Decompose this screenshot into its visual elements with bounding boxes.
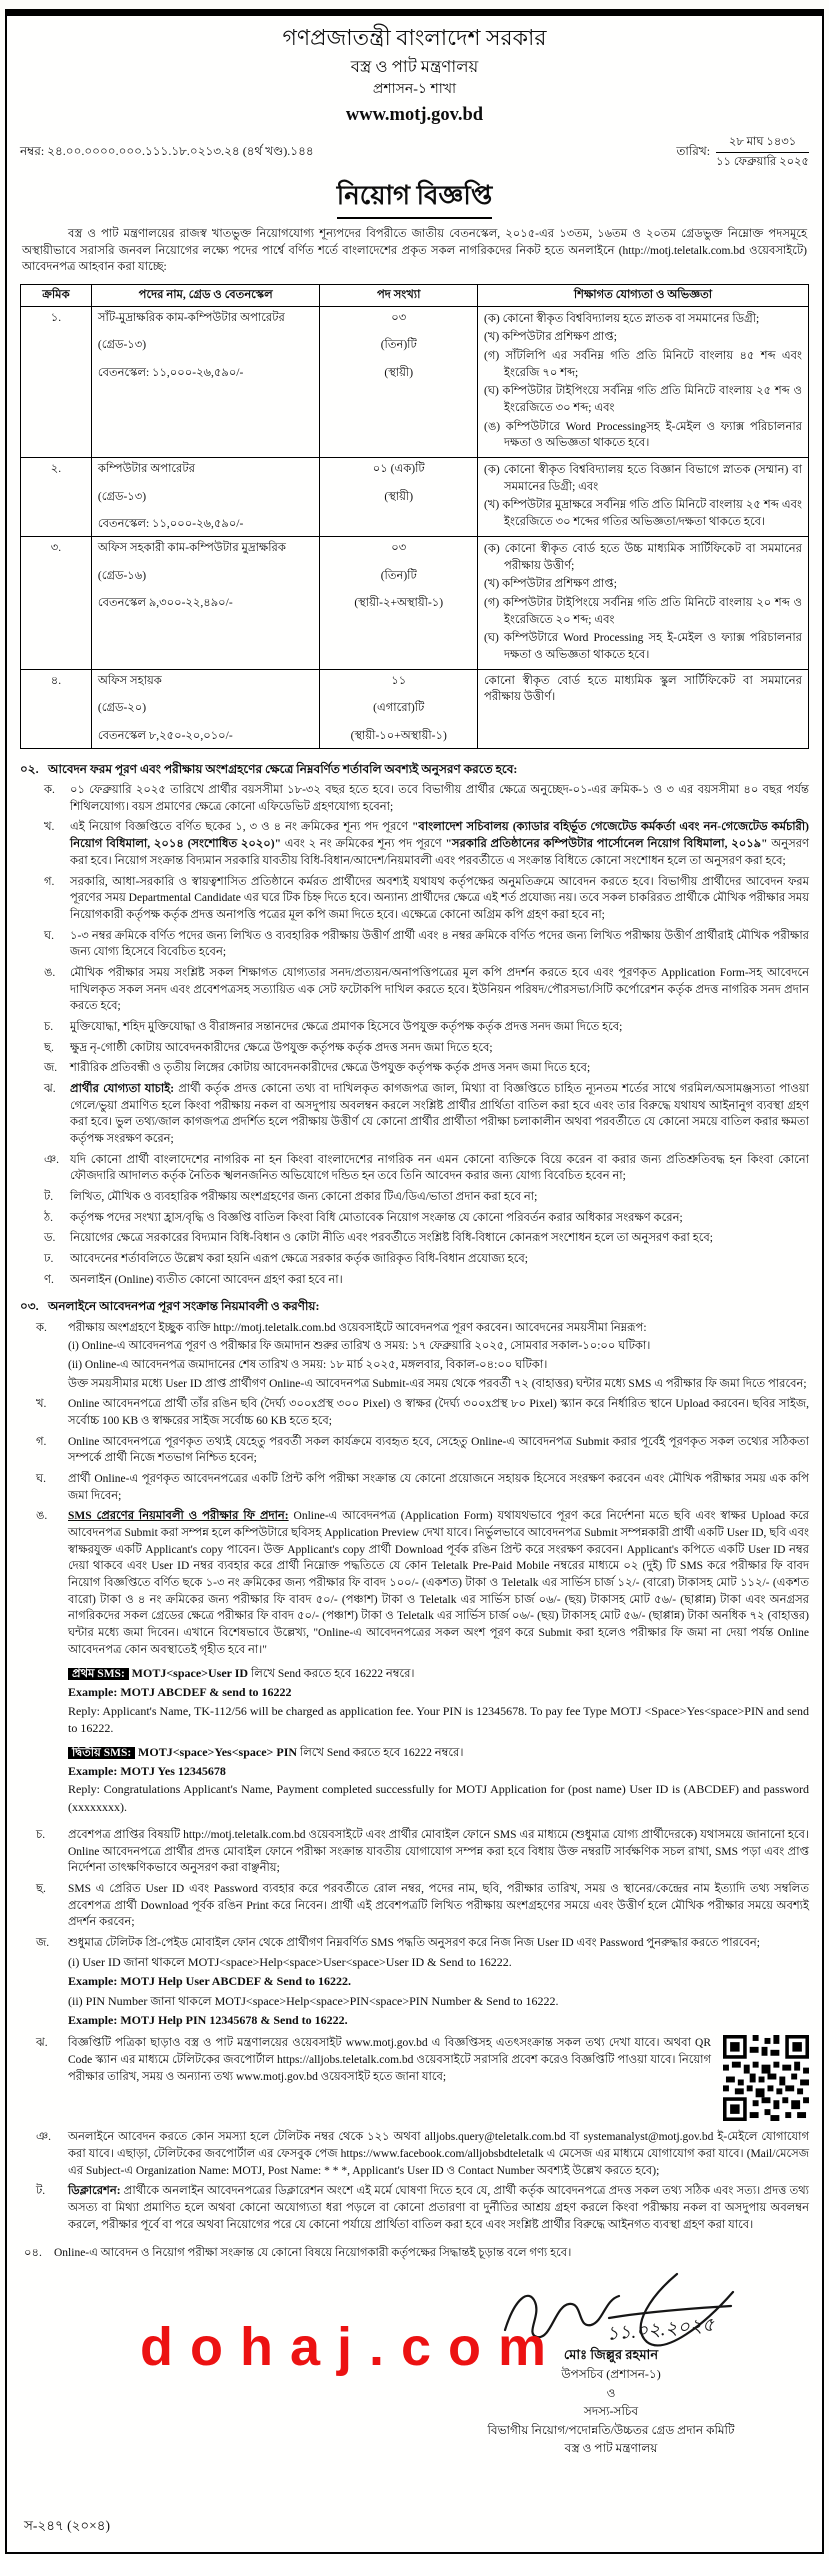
table-row	[21, 669, 809, 748]
item-lead-bold: প্রার্থীর যোগ্যতা যাচাই:	[70, 1082, 175, 1095]
item-text	[68, 2183, 809, 2233]
signatory-conjunction: ও	[606, 2385, 616, 2400]
vacancy-words: (তিন)টি	[380, 569, 417, 582]
sub-line: (ii) PIN Number জানা থাকলে MOTJ<space>Help<space>PIN<space>PIN Number & Send to 16222.	[68, 1993, 559, 2008]
signatory-ministry: বস্ত্র ও পাট মন্ত্রণালয়	[564, 2441, 658, 2456]
vacancy-count: ০৩	[391, 542, 407, 555]
item-label: ঞ.	[36, 2131, 52, 2144]
section2-item	[20, 1081, 809, 1148]
item-text: সরকারি, আধা-সরকারি ও স্বায়ত্বশাসিত প্রতিষ্ঠানে কর্মরত প্রার্থীদের অবশ্যই যথাযথ কর্তৃপক্ষের অনুমতিক্রমে আবেদন করতে হবে। বিভাগীয় প্রার্থীদের আবেদন ফরম পূরণের সময় Departmental Candidate এর ঘরে টিক চিহ্ন দিতে হবে। অন্যান্য প্রার্থীদের ক্ষেত্রে এই শর্ত প্রযোজ্য নয়। তবে সকল চাকরিরত প্রার্থীকে মৌখিক পরীক্ষার সময় নিয়োগকারী কর্তৃপক্ষ কর্তৃক প্রদত্ত অনাপত্তি পত্রের মূল কপি জমা দিতে হবে। এক্ষেত্রে কোনো অগ্রিম কপি গ্রহণ করা হবে না;	[70, 875, 809, 921]
item-label: গ.	[44, 875, 55, 888]
item-text: অনলাইন (Online) ব্যতীত কোনো আবেদন গ্রহণ করা হবে না।	[70, 1273, 343, 1286]
sub-line: (ii) Online-এ আবেদনপত্র জমাদানের শেষ তারিখ ও সময়: ১৮ মার্চ ২০২৫, মঙ্গলবার, বিকাল-০৪:০০ ঘটিকা।	[68, 1359, 548, 1372]
col-serial: ক্রমিক	[21, 284, 92, 306]
signature-date: ১১.০২.২০২৫	[605, 2314, 716, 2346]
item-label: ট.	[44, 1190, 54, 1203]
item-tail: উক্ত সময়সীমার মধ্যে User ID প্রাপ্ত প্রার্থীগণ Online-এ আবেদনপত্র Submit-এর সময় থেকে পরবর্তী ৭২ (বাহাত্তর) ঘন্টার মধ্যে SMS এ পরীক্ষার ফি জমা দিতে পারবেন;	[68, 1377, 807, 1390]
section3-item	[20, 1881, 809, 1931]
item-text: লিখিত, মৌখিক ও ব্যবহারিক পরীক্ষায় অংশগ্রহণের জন্য কোনো প্রকার টিএ/ডিএ/ভাতা প্রদান করা হবে না;	[70, 1190, 538, 1203]
post-name: অফিস সহকারী কাম-কম্পিউটার মুদ্রাক্ষরিক	[97, 542, 286, 555]
section-heading-text: আবেদন ফরম পূরণ এবং পরীক্ষায় অংশগ্রহণের ক্ষেত্রে নিম্নবর্ণিত শর্তাবলি অবশ্যই অনুসরণ করতে হবে:	[48, 761, 518, 776]
sms-reply: Reply: Congratulations Applicant's Name, Payment completed successfully for MOTJ Application for (post name) User ID is (ABCDEF) and password (xxxxxxxx).	[68, 1782, 809, 1814]
vacancy-count: ১১	[391, 674, 407, 687]
cell-serial: ২.	[21, 458, 92, 537]
item-label: ক.	[36, 1321, 47, 1334]
post-scale: বেতনস্কেল ৮,২৫০-২০,০১০/-	[97, 730, 233, 743]
item-text: ১-৩ নম্বর ক্রমিকে বর্ণিত পদের জন্য লিখিত ও ব্যবহারিক পরীক্ষায় উত্তীর্ণ প্রার্থী এবং ৪ নম্বর ক্রমিকে বর্ণিত পদের জন্য লিখিত পরীক্ষায় উত্তীর্ণ প্রার্থীরাই মৌখিক পরীক্ষার জন্য যোগ্য হিসেবে বিবেচিত হবেন;	[70, 929, 809, 959]
item-text: শারীরিক প্রতিবন্ধী ও তৃতীয় লিঙ্গের কোটায় আবেদনকারীদের ক্ষেত্রে উপযুক্ত কর্তৃপক্ষ কর্তৃক প্রদত্ত সনদ জমা দিতে হবে;	[70, 1062, 591, 1075]
item-text: অনলাইনে আবেদন করতে কোন সমস্যা হলে টেলিটক নম্বর থেকে ১২১ অথবা alljobs.query@teletalk.com.bd বা systemanalyst@motj.gov.bd ই-মেইলে যোগাযোগ করা যাবে। এছাড়া, টেলিটকের জবপোর্টাল এর ফেসবুক পেজ https://www.facebook.com/alljobsbdteletalk এ মেসেজ এর মাধ্যমে যোগাযোগ করা যাবে। (Mail/মেসেজ এর Subject-এ Organization Name: MOTJ, Post Name: * * *, Applicant's User ID ও Contact Number অবশ্যই উল্লেখ করতে হবে);	[68, 2131, 809, 2177]
rule-name-bold: "বাংলাদেশ সচিবালয় (ক্যাডার বহির্ভূত গেজেটেড কর্মকর্তা এবং নন-গেজেটেড কর্মচারী) নিয়োগ বিধিমালা, ২০১৪ (সংশোধিত ২০২০)"	[70, 821, 809, 851]
section2-item	[20, 819, 809, 869]
item-text-part: এই নিয়োগ বিজ্ঞপ্তিতে বর্ণিত ছকের ১, ৩ ও ৪ নং ক্রমিকের শূন্য পদ পূরণে	[70, 821, 413, 834]
cell-vacancy	[320, 669, 478, 748]
table-row	[21, 306, 809, 457]
item-label: ছ.	[44, 1041, 54, 1054]
item-text-part: এবং ২ নং ক্রমিকের শূন্য পদ পূরণে	[280, 838, 446, 851]
table-row	[21, 537, 809, 670]
ministry-website: www.motj.gov.bd	[345, 105, 484, 126]
cell-post	[91, 669, 320, 748]
sms-badge: দ্বিতীয় SMS:	[68, 1747, 135, 1759]
item-text	[68, 1935, 809, 2031]
item-text-part: শুধুমাত্র টেলিটক প্রি-পেইড মোবাইল ফোন থেকে প্রার্থীগণ নিম্নবর্ণিত SMS পদ্ধতি অনুসরণ করে নিজ নিজ User ID এবং Password পুনরুদ্ধার করতে পারবেন;	[68, 1937, 760, 1950]
item-text-part: অনুসরণ করা হবে। নিয়োগ সংক্রান্ত বিদ্যমান সরকারি যাবতীয় বিধি-বিধান/আদেশ/নিয়মাবলী এবং পরবর্তীতে এ সংক্রান্ত বিধিতে কোনো সংশোধন হলে তা অনুসরণ করা হবে;	[70, 838, 809, 867]
section3-item	[20, 1434, 809, 1467]
memo-row	[20, 134, 809, 170]
section3-item	[20, 2183, 809, 2233]
second-sms-block	[68, 1744, 809, 1816]
vacancy-type: (স্থায়ী-১০+অস্থায়ী-১)	[350, 730, 447, 743]
cell-vacancy	[320, 537, 478, 670]
section-02-heading	[20, 761, 809, 778]
item-text-part: Online-এ আবেদনপত্র (Application Form) যথাযথভাবে পূরণ করে নির্দেশনা মতে ছবি এবং স্বাক্ষর Upload করে আবেদনপত্র Submit করা সম্পন্ন হলে কম্পিউটারে ছবিসহ Application Preview দেখা যাবে। নির্ভুলভাবে আবেদনপত্র Submit সম্পন্নকারী প্রার্থী একটি User ID, ছবি এবং স্বাক্ষরযুক্ত একটি Applicant's copy পাবেন। উক্ত Applicant's copy প্রার্থী Download পূর্বক রঙিন প্রিন্ট করে সংরক্ষণ করবেন। Applicant's কপিতে একটি User ID নম্বর দেয়া থাকবে এবং User ID নম্বর ব্যবহার করে প্রার্থী নিম্নোক্ত পদ্ধতিতে যে কোন Teletalk Pre-Paid Mobile নম্বরের মাধ্যমে ০২ (দুই) টি SMS করে পরীক্ষার ফি বাবদ নিয়োগ বিজ্ঞপ্তিতে বর্ণিত ছকে ১-৩ নং ক্রমিকের জন্য পরীক্ষার ফি বাবদ ১০০/- (একশত) টাকা ও Teletalk এর সার্ভিস চার্জ ১২/- (বারো) টাকাসহ মোট ১১২/- (একশত বারো) টাকা ও ৪ নং ক্রমিকের জন্য পরীক্ষার ফি বাবদ ৫০/- (পঞ্চাশ) টাকা ও Teletalk এর সার্ভিস চার্জ ০৬/- (ছয়) টাকাসহ মোট ৫৬/- (ছাপ্পান্ন) টাকা এবং অনগ্রসর নাগরিকদের সকল গ্রেডের ক্ষেত্রে পরীক্ষার ফি বাবদ ৫০/- (পঞ্চাশ) টাকা ও Teletalk এর সার্ভিস চার্জ ০৬/- (ছয়) টাকাসহ মোট ৫৬/- (ছাপ্পান্ন) টাকা অনধিক ৭২ (বাহাত্তর) ঘন্টার মধ্যে জমা দিবেন। এখানে বিশেষভাবে উল্লেখ্য, "Online-এ আবেদনপত্রের সকল অংশ পূরণ করে Submit করা হলেও পরীক্ষার ফি জমা না দেয়া পর্যন্ত Online আবেদনপত্র কোন অবস্থাতেই গৃহীত হবে না।"	[68, 1510, 810, 1656]
section3-item	[20, 2035, 809, 2125]
cell-serial: ৩.	[21, 537, 92, 670]
section-number: ০৪.	[24, 2247, 42, 2260]
memo-number	[20, 143, 314, 160]
item-text: যদি কোনো প্রার্থী বাংলাদেশের নাগরিক না হন কিংবা বাংলাদেশের নাগরিক নন এমন কোনো ব্যক্তিকে বিয়ে করেন বা করার জন্য প্রতিশ্রুতিবদ্ধ হন কিংবা কোনো ফৌজদারি আদালত কর্তৃক নৈতিক স্খলনজনিত অভিযোগে দন্ডিত হন তবে তিনি আবেদন করার জন্য যোগ্য বিবেচিত হবেন না;	[70, 1153, 809, 1183]
reference-number: স-২৪৭ (২০×৪)	[24, 2518, 111, 2534]
post-scale: বেতনস্কেল: ১১,০০০-২৬,৫৯০/-	[97, 518, 244, 531]
first-sms-block	[68, 1665, 809, 1737]
item-label: ছ.	[36, 1883, 46, 1896]
section-number: ০৩.	[20, 1299, 39, 1314]
sms-reply: Reply: Applicant's Name, TK-112/56 will be charged as application fee. Your PIN is 12345678. To pay fee Type MOTJ <Space>Yes<space>PIN and send to 16222.	[68, 1703, 809, 1735]
sub-line: Example: MOTJ Help PIN 12345678 & Send to 16222.	[68, 2013, 348, 2027]
table-header-row	[21, 284, 809, 306]
section2-item	[20, 1152, 809, 1185]
section3-item	[20, 1508, 809, 1823]
qual-line: (খ) কম্পিউটার প্রশিক্ষণ প্রাপ্ত;	[484, 331, 617, 344]
item-label: ঘ.	[36, 1473, 46, 1486]
cell-vacancy	[320, 458, 478, 537]
memo-number-label: নম্বর:	[20, 144, 45, 159]
item-label: খ.	[36, 1398, 47, 1411]
post-grade: (গ্রেড-১৬)	[97, 569, 147, 582]
section3-item	[20, 1320, 809, 1393]
post-scale: বেতনস্কেল: ১১,০০০-২৬,৫৯০/-	[97, 366, 244, 379]
item-text: কর্তৃপক্ষ পদের সংখ্যা হ্রাস/বৃদ্ধি ও বিজ্ঞপ্তি বাতিল কিংবা বিধি মোতাবেক নিয়োগ সংক্রান্ত যে কোনো পরিবর্তন করার অধিকার সংরক্ষণ করেন;	[70, 1211, 683, 1224]
post-grade: (গ্রেড-২০)	[97, 702, 147, 715]
date-label: তারিখ:	[676, 144, 711, 159]
section2-item	[20, 1040, 809, 1057]
vacancy-type: (স্থায়ী)	[384, 490, 414, 503]
section2-item	[20, 874, 809, 924]
item-label: জ.	[36, 1937, 50, 1950]
section2-item	[20, 1060, 809, 1077]
vacancy-count: ০১ (এক)টি	[372, 463, 425, 476]
signatory-role: সদস্য-সচিব	[583, 2404, 639, 2419]
ministry-name: বস্ত্র ও পাট মন্ত্রণালয়	[350, 56, 479, 76]
section3-item	[20, 1827, 809, 1877]
sub-line: (i) User ID জানা থাকলে MOTJ<space>Help<space>User<space>User ID & Send to 16222.	[68, 1954, 512, 1969]
letterhead	[20, 22, 809, 129]
notice-title: নিয়োগ বিজ্ঞপ্তি	[337, 177, 492, 219]
sub-line: Example: MOTJ Help User ABCDEF & Send to 16222.	[68, 1974, 352, 1989]
memo-number-value: ২৪.০০.০০০০.০০০.১১১.১৮.০২১৩.২৪ (৪র্থ খণ্ড).১৪৪	[47, 144, 314, 159]
sub-line: (i) Online-এ আবেদনপত্র পূরণ ও পরীক্ষার ফি জমাদান শুরুর তারিখ ও সময়: ১৭ ফেব্রুয়ারি ২০২৫, সোমবার সকাল-১০:০০ ঘটিকা।	[68, 1340, 651, 1353]
item-label: গ.	[36, 1435, 47, 1448]
item-text: ক্ষুদ্র নৃ-গোষ্ঠী কোটায় আবেদনকারীদের ক্ষেত্রে উপযুক্ত কর্তৃপক্ষ কর্তৃক প্রদত্ত সনদ জমা দিতে হবে;	[70, 1041, 493, 1054]
section2-item	[20, 1210, 809, 1227]
item-text	[68, 2035, 809, 2125]
cell-post	[91, 458, 320, 537]
col-post: পদের নাম, গ্রেড ও বেতনস্কেল	[91, 284, 320, 306]
item-label: খ.	[44, 821, 55, 834]
date-stack	[716, 134, 809, 170]
item-text: মৌখিক পরীক্ষার সময় সংশ্লিষ্ট সকল শিক্ষাগত যোগ্যতার সনদ/প্রত্যয়ন/অনাপত্তিপত্রের মূল কপি প্রদর্শন করতে হবে এবং পূরণকৃত Application Form-সহ আবেদনে দাখিলকৃত সকল সনদ এবং প্রবেশপত্রসহ সত্যায়িত এক সেট ফটোকপি দাখিল করতে হবে। ইউনিয়ন পরিষদ/পৌরসভা/সিটি কর্পোরেশন কর্তৃক প্রদত্ত নাগরিক সনদ প্রদান করতে হবে;	[70, 966, 809, 1013]
notice-title-wrap	[20, 177, 809, 219]
cell-qualification	[478, 458, 809, 537]
item-label: ণ.	[44, 1273, 54, 1286]
qual-line: (গ) কম্পিউটার টাইপিংয়ে সর্বনিম্ন গতি প্রতি মিনিটে বাংলায় ২০ শব্দ ও ইংরেজিতে ২০ শব্দ; এবং	[484, 597, 802, 626]
item-text-part: প্রার্থী কর্তৃক প্রদত্ত কোনো তথ্য বা দাখিলকৃত কাগজপত্র জাল, মিথ্যা বা বিজ্ঞপ্তিতে চাহিত ন্যূনতম শর্তের সাথে গরমিল/অসামঞ্জস্যতা পাওয়া গেলে/ভুয়া প্রমাণিত হলে কিংবা পরীক্ষায় নকল বা অসদুপায় অবলম্বন করলে সংশ্লিষ্ট প্রার্থীর প্রার্থিতা বাতিল করা হবে এবং তার বিরুদ্ধে যথাযথ আইনানুগ ব্যবস্থা গ্রহণ করা হবে। ভুল তথ্য/জাল কাগজপত্র প্রদর্শিত হলে পরীক্ষায় উত্তীর্ণ যে কোনো প্রার্থীর প্রার্থীতা পরীক্ষা চলাকালীন অথবা পরবর্তীতে যে কোনো সময়ে বাতিল করার ক্ষমতা কর্তৃপক্ষ সংরক্ষণ করেন;	[70, 1082, 809, 1145]
sms-command: MOTJ<space>User ID	[131, 1666, 249, 1681]
signatory-designation: উপসচিব (প্রশাসন-১)	[561, 2366, 661, 2381]
cell-qualification	[478, 669, 809, 748]
item-label: ঞ.	[44, 1153, 60, 1166]
item-text: Online আবেদনপত্রে পূরণকৃত তথ্যই যেহেতু পরবর্তী সকল কার্যক্রমে ব্যবহৃত হবে, সেহেতু Online-এ আবেদনপত্র Submit করার পূর্বেই পূরণকৃত সকল তথ্যের সঠিকতা সম্পর্কে প্রার্থী নিজে শতভাগ নিশ্চিত হবেন;	[68, 1435, 809, 1465]
post-name: অফিস সহায়ক	[97, 674, 162, 687]
footer-area	[20, 2262, 809, 2552]
section2-item	[20, 965, 809, 1015]
item-label: ঘ.	[44, 929, 54, 942]
post-name: কম্পিউটার অপারেটর	[97, 463, 195, 476]
item-text	[68, 1320, 809, 1393]
item-text	[68, 1508, 809, 1823]
post-table	[20, 284, 809, 749]
item-text-part: পরীক্ষায় অংশগ্রহণে ইচ্ছুক ব্যক্তি http://motj.teletalk.com.bd ওয়েবসাইটে আবেদনপত্র পূরণ করবেন। আবেদনের সময়সীমা নিম্নরূপ:	[68, 1321, 647, 1334]
qual-line: (ক) কোনো স্বীকৃত বিশ্ববিদ্যালয় হতে বিজ্ঞান বিভাগে স্নাতক (সম্মান) বা সমমানের ডিগ্রী; এবং	[484, 464, 802, 493]
item-label: চ.	[36, 1829, 46, 1842]
item-text: নিয়োগের ক্ষেত্রে সরকারের বিদ্যমান বিধি-বিধান ও কোটা নীতি এবং পরবর্তীতে সংশ্লিষ্ট বিধি-বিধানে কোনরূপ সংশোধন হলে তা অনুসরণ করা হবে;	[70, 1232, 713, 1245]
date-bangla: ২৮ মাঘ ১৪৩১	[716, 134, 809, 153]
item-text: প্রার্থী Online-এ পূরণকৃত আবেদনপত্রের একটি প্রিন্ট কপি পরীক্ষা সংক্রান্ত যে কোনো প্রয়োজনে সহায়ক হিসেবে সংরক্ষণ করবেন এবং মৌখিক পরীক্ষার সময় এক কপি জমা দিবেন;	[68, 1473, 809, 1502]
item-label: ক.	[44, 784, 55, 797]
cell-vacancy	[320, 306, 478, 457]
item-text: Online আবেদনপত্রে প্রার্থী তাঁর রঙিন ছবি (দৈর্ঘ্য ৩০০xপ্রস্থ ৩০০ Pixel) ও স্বাক্ষর (দৈর্ঘ্য ৩০০xপ্রস্থ ৮০ Pixel) স্ক্যান করে নির্ধারিত স্থানে Upload করবেন। ছবির সাইজ, সর্বোচ্চ 100 KB ও স্বাক্ষরের সাইজ সর্বোচ্চ 60 KB হতে হবে;	[68, 1398, 809, 1428]
qual-line: (খ) কম্পিউটার মুদ্রাক্ষরে সর্বনিম্ন গতি প্রতি মিনিটে বাংলায় ২৫ শব্দ এবং ইংরেজিতে ৩০ শব্দের গতির অভিজ্ঞতা/দক্ষতা থাকতে হবে।	[484, 499, 802, 529]
sms-example: Example: MOTJ ABCDEF & send to 16222	[68, 1685, 292, 1700]
item-label: ঙ.	[36, 1510, 48, 1523]
col-vacancy: পদ সংখ্যা	[320, 284, 478, 306]
item-text: মুক্তিযোদ্ধা, শহিদ মুক্তিযোদ্ধা ও বীরাঙ্গনার সন্তানদের ক্ষেত্রে প্রমাণক হিসেবে উপযুক্ত কর্তৃপক্ষ কর্তৃক প্রদত্ত সনদ জমা দিতে হবে;	[70, 1020, 623, 1033]
section3-item	[20, 1396, 809, 1429]
item-text: ০১ ফেব্রুয়ারি ২০২৫ তারিখে প্রার্থীর বয়সসীমা ১৮-৩২ বছর হতে হবে। তবে বিভাগীয় প্রার্থীর ক্ষেত্রে অনুচ্ছেদ-০১-এর ক্রমিক-১ ও ৩ এর বয়সসীমা ৪০ বছর পর্যন্ত শিথিলযোগ্য। বয়স প্রমাণের ক্ষেত্রে কোনো এফিডেভিট গ্রহণযোগ্য হবেনা;	[70, 784, 809, 813]
qual-line: (ক) কোনো স্বীকৃত বোর্ড হতে উচ্চ মাধ্যমিক সার্টিফিকেট বা সমমানের পরীক্ষায় উত্তীর্ণ;	[484, 543, 802, 572]
declaration-lead: ডিক্লারেশন:	[68, 2185, 121, 2198]
item-label: ঠ.	[44, 1211, 54, 1224]
section3-item	[20, 2129, 809, 2179]
item-label: ঙ.	[44, 966, 56, 979]
vacancy-count: ০৩	[391, 311, 407, 324]
section-heading-text: অনলাইনে আবেদনপত্র পূরণ সংক্রান্ত নিয়মাবলী ও করণীয়:	[48, 1299, 320, 1314]
qual-line: (ঙ) কম্পিউটারে Word Processingসহ ই-মেইল ও ফ্যাক্স পরিচালনার দক্ষতা ও অভিজ্ঞতা থাকতে হবে।	[484, 420, 802, 450]
section-number: ০২.	[20, 761, 39, 776]
item-label: চ.	[44, 1020, 54, 1033]
date-gregorian: ১১ ফেব্রুয়ারি ২০২৫	[716, 155, 809, 168]
rule-name-bold: "সরকারি প্রতিষ্ঠানের কম্পিউটার পার্সোনেল নিয়োগ বিধিমালা, ২০১৯"	[445, 838, 768, 851]
cell-qualification	[478, 537, 809, 670]
section2-item	[20, 1230, 809, 1247]
post-grade: (গ্রেড-১৩)	[97, 339, 147, 352]
sms-rules-lead: SMS প্রেরণের নিয়মাবলী ও পরীক্ষার ফি প্রদান:	[68, 1510, 289, 1523]
table-row	[21, 458, 809, 537]
vacancy-words: (এগারো)টি	[373, 702, 425, 715]
cell-post	[91, 306, 320, 457]
government-name: গণপ্রজাতন্ত্রী বাংলাদেশ সরকার	[282, 25, 547, 50]
section-name: প্রশাসন-১ শাখা	[372, 81, 457, 97]
post-name: সাঁট-মুদ্রাক্ষরিক কাম-কম্পিউটার অপারেটর	[97, 311, 285, 324]
signatory-name: মোঃ জিল্লুর রহমান	[563, 2347, 659, 2363]
item-text	[70, 819, 809, 869]
qual-line: (ঘ) কম্পিউটারে Word Processing সহ ই-মেইল ও ফ্যাক্স পরিচালনার দক্ষতা ও অভিজ্ঞতা থাকতে হবে।	[484, 632, 802, 662]
qr-code	[723, 2035, 809, 2121]
item-text: প্রবেশপত্র প্রাপ্তির বিষয়টি http://motj.teletalk.com.bd ওয়েবসাইটে এবং প্রার্থীর মোবাইল ফোনে SMS এর মাধ্যমে (শুধুমাত্র যোগ্য প্রার্থীদেরকে) যথাসময়ে জানানো হবে। Online আবেদনপত্রে প্রার্থীর প্রদত্ত মোবাইল ফোনে পরীক্ষা সংক্রান্ত যাবতীয় যোগাযোগ সম্পন্ন করা হবে বিধায় উক্ত নম্বরটি সার্বক্ষণিক সচল রাখা, SMS পড়া এবং প্রাপ্ত নির্দেশনা তাৎক্ষণিকভাবে অনুসরণ করা বাঞ্ছনীয়;	[68, 1829, 809, 1875]
item-label: ড.	[44, 1232, 56, 1245]
item-label: ট.	[36, 2185, 46, 2198]
qual-line: (ক) কোনো স্বীকৃত বিশ্ববিদ্যালয় হতে স্নাতক বা সমমানের ডিগ্রী;	[484, 312, 760, 325]
section2-item	[20, 1189, 809, 1206]
section-04-text: Online-এ আবেদন ও নিয়োগ পরীক্ষা সংক্রান্ত যে কোনো বিষয়ে নিয়োগকারী কর্তৃপক্ষের সিদ্ধান্তই চূড়ান্ত বলে গণ্য হবে।	[54, 2247, 572, 2260]
watermark: dohaj.com	[140, 2317, 564, 2378]
cell-serial: ১.	[21, 306, 92, 457]
item-text: SMS এ প্রেরিত User ID এবং Password ব্যবহার করে পরবর্তীতে রোল নম্বর, পদের নাম, ছবি, পরীক্ষার তারিখ, সময় ও স্থানের/কেন্দ্রের নাম ইত্যাদি তথ্য সম্বলিত প্রবেশপত্র প্রার্থী Download পূর্বক রঙিন Print করে নিবেন। প্রার্থী এই প্রবেশপত্রটি লিখিত পরীক্ষায় অংশগ্রহণের সময়ে এবং উত্তীর্ণ হলে মৌখিক পরীক্ষার সময়ে অবশ্যই প্রদর্শন করবেন;	[68, 1883, 809, 1929]
cell-post	[91, 537, 320, 670]
item-text	[70, 1081, 809, 1148]
document-frame	[5, 9, 824, 2554]
col-qualification: শিক্ষাগত যোগ্যতা ও অভিজ্ঞতা	[478, 284, 809, 306]
item-label: জ.	[44, 1062, 58, 1075]
qual-line: (গ) সাঁটলিপি এর সর্বনিম্ন গতি প্রতি মিনিটে বাংলায় ৪৫ শব্দ এবং ইংরেজি ৭০ শব্দ;	[484, 349, 802, 379]
qual-line: (খ) কম্পিউটার প্রশিক্ষণ প্রাপ্ত;	[484, 578, 617, 591]
section-02	[20, 755, 809, 1293]
sms-command-rest: লিখে Send করতে হবে 16222 নম্বরে।	[248, 1668, 415, 1681]
memo-date	[676, 134, 809, 170]
vacancy-type: (স্থায়ী)	[384, 366, 414, 379]
item-text-part: প্রার্থীকে অনলাইন আবেদনপত্রের ডিক্লারেশন অংশে এই মর্মে ঘোষণা দিতে হবে যে, প্রার্থী কর্তৃক আবেদনপত্রে প্রদত্ত সকল তথ্য সঠিক এবং সত্য। প্রদত্ত তথ্য অসত্য বা মিথ্যা প্রমাণিত হলে অথবা কোনো অযোগ্যতা ধরা পড়লে বা কোনো প্রতারণা বা দুর্নীতির আশ্রয় গ্রহণ করলে কিংবা পরীক্ষায় নকল বা অসদুপায় অবলম্বন করলে, পরীক্ষার পূর্বে বা পরে অথবা নিয়োগের পরে যে কোনো পর্যায়ে প্রার্থিতা বাতিল করা হবে এবং সংশ্লিষ্ট প্রার্থীর বিরুদ্ধে আইনগত ব্যবস্থা গ্রহণ করা যাবে।	[68, 2185, 809, 2231]
cell-qualification	[478, 306, 809, 457]
sms-command-rest: লিখে Send করতে হবে 16222 নম্বরে।	[297, 1747, 464, 1760]
vacancy-words: (তিন)টি	[380, 339, 417, 352]
post-grade: (গ্রেড-১৩)	[97, 490, 147, 503]
section2-item	[20, 928, 809, 961]
item-label: ঝ.	[44, 1082, 56, 1095]
signatory-committee: বিভাগীয় নিয়োগ/পদোন্নতি/উচ্চতর গ্রেড প্রদান কমিটি	[487, 2422, 735, 2437]
item-label: ঢ.	[44, 1252, 54, 1265]
section-03-heading	[20, 1298, 809, 1315]
section-03	[20, 1292, 809, 2237]
qual-line: (ঘ) কম্পিউটার টাইপিংয়ে সর্বনিম্ন গতি প্রতি মিনিটে বাংলায় ২৫ শব্দ ও ইংরেজিতে ৩০ শব্দ; এবং	[484, 385, 802, 414]
cell-serial: ৪.	[21, 669, 92, 748]
item-text: আবেদনের শর্তাবলিতে উল্লেখ করা হয়নি এরূপ ক্ষেত্রে সরকার কর্তৃক জারিকৃত বিধি-বিধান প্রযোজ্য হবে;	[70, 1252, 528, 1265]
sms-command: MOTJ<space>Yes<space> PIN	[138, 1745, 298, 1760]
item-label: ঝ.	[36, 2037, 48, 2050]
vacancy-type: (স্থায়ী-২+অস্থায়ী-১)	[354, 597, 444, 610]
section2-item	[20, 1251, 809, 1268]
intro-paragraph: বস্ত্র ও পাট মন্ত্রণালয়ের রাজস্ব খাতভুক্ত নিয়োগযোগ্য শূন্যপদের বিপরীতে জাতীয় বেতনস্কেল, ২০১৫-এর ১৩তম, ১৬তম ও ২০তম গ্রেডভুক্ত নিম্নোক্ত পদসমূহে অস্থায়ীভাবে সরাসরি জনবল নিয়োগের লক্ষ্যে পদের পার্শ্বে বর্ণিত শর্তে বাংলাদেশের প্রকৃত সকল নাগরিকদের নিকট হতে অনলাইনে (http://motj.teletalk.com.bd ওয়েবসাইটে) আবেদনপত্র আহবান করা যাচ্ছে:	[22, 227, 807, 274]
post-scale: বেতনস্কেল ৯,৩০০-২২,৪৯০/-	[97, 597, 233, 610]
section2-item	[20, 1272, 809, 1289]
section3-item	[20, 1471, 809, 1504]
sms-example: Example: MOTJ Yes 12345678	[68, 1763, 226, 1778]
sms-badge: প্রথম SMS:	[68, 1668, 129, 1680]
section3-item	[20, 1935, 809, 2031]
qual-line: কোনো স্বীকৃত বোর্ড হতে মাধ্যমিক স্কুল সার্টিফিকেট বা সমমানের পরীক্ষায় উত্তীর্ণ।	[484, 674, 802, 704]
item-text-part: বিজ্ঞপ্তিটি পত্রিকা ছাড়াও বস্ত্র ও পাট মন্ত্রণালয়ের ওয়েবসাইট www.motj.gov.bd এ বিজ্ঞপ্তিসহ এতৎসংক্রান্ত সকল তথ্য দেখা যাবে। অথবা QR Code স্ক্যান এর মাধ্যমে টেলিটকের জবপোর্টাল https://alljobs.teletalk.com.bd ওয়েবসাইটে সরাসরি প্রবেশ করেও বিজ্ঞপ্তিটি পাওয়া যাবে। নিয়োগ পরীক্ষার তারিখ, সময় ও অন্যান্য তথ্য www.motj.gov.bd ওয়েবসাইট হতে জানা যাবে;	[68, 2037, 711, 2083]
section2-item	[20, 1019, 809, 1036]
section-04	[22, 2245, 807, 2262]
section2-item	[20, 782, 809, 815]
